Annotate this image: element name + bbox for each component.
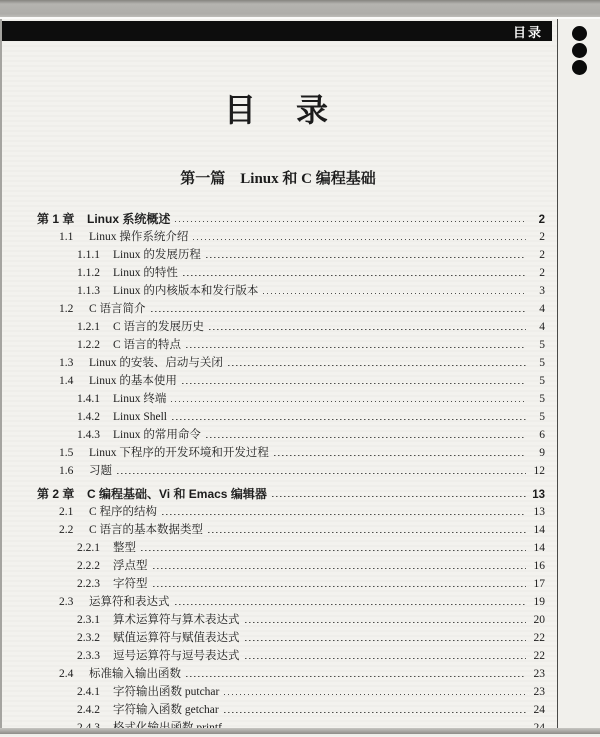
- toc-entry-page: 12: [533, 465, 545, 477]
- dot-leader: [193, 239, 526, 241]
- dot-leader: [209, 329, 526, 331]
- toc-entry-number: 2.1: [59, 506, 74, 518]
- toc-entry-number: 2.3: [59, 596, 74, 608]
- toc-entry: [0, 593, 556, 611]
- toc-entry-label: 浮点型: [113, 560, 148, 572]
- toc-entry-page: 19: [533, 596, 545, 608]
- toc-entry-label: Linux 的安装、启动与关闭: [89, 357, 223, 369]
- dot-leader: [153, 568, 527, 570]
- binding-tab-dots: [558, 19, 600, 75]
- dot-leader: [175, 221, 526, 223]
- toc-entry-page: 4: [539, 303, 545, 315]
- toc-entry-number: 1.6: [59, 465, 74, 477]
- toc-entry-label: 逗号运算符与逗号表达式: [113, 650, 240, 662]
- toc-entry-page: 4: [539, 321, 545, 333]
- toc-entry: [0, 521, 556, 539]
- toc-entry: [0, 503, 556, 521]
- toc-entry-label: C 程序的结构: [89, 506, 158, 518]
- toc-entry-number: 1.2.2: [77, 339, 100, 351]
- dot-leader: [183, 275, 526, 277]
- toc-entry-label: 字符型: [113, 578, 148, 590]
- dot-leader: [272, 496, 526, 498]
- toc-entry-page: 13: [532, 489, 545, 501]
- toc-entry-label: 习题: [89, 465, 112, 477]
- dot-leader: [186, 347, 526, 349]
- toc-entry-number: 1.1: [59, 231, 74, 243]
- toc-entry: [0, 354, 556, 372]
- toc-entry-number: 1.4.2: [77, 411, 100, 423]
- toc-entry-page: 14: [533, 524, 545, 536]
- toc-entry-number: 1.2.1: [77, 321, 100, 333]
- dot-leader: [175, 604, 527, 606]
- toc-entry: [0, 246, 556, 264]
- toc-entry: [0, 228, 556, 246]
- dot-leader: [224, 712, 526, 714]
- dot-leader: [245, 622, 527, 624]
- toc-entry: [0, 444, 556, 462]
- toc-entry-label: Linux 系统概述: [87, 212, 171, 226]
- toc-entry-label: Linux 的常用命令: [113, 429, 201, 441]
- toc-entry: [0, 701, 556, 719]
- toc-entry-label: Linux 的发展历程: [113, 249, 201, 261]
- toc-entry-page: 22: [533, 632, 545, 644]
- toc-entry-number: 2.3.3: [77, 650, 100, 662]
- toc-entry-label: 算术运算符与算术表达式: [113, 614, 240, 626]
- toc-entry: [0, 539, 556, 557]
- dot-leader: [151, 311, 526, 313]
- toc-entry: [0, 426, 556, 444]
- toc-entry-number: 1.5: [59, 447, 74, 459]
- tab-dot-icon: [572, 26, 587, 41]
- dot-leader: [153, 586, 527, 588]
- toc-entry-number: 2.4.1: [77, 686, 100, 698]
- dot-leader: [162, 514, 526, 516]
- toc-entry-number: 2.4: [59, 668, 74, 680]
- toc-entry-page: 17: [533, 578, 545, 590]
- toc-entry: [0, 300, 556, 318]
- toc-entry-page: 22: [533, 650, 545, 662]
- toc-entry-label: C 编程基础、Vi 和 Emacs 编辑器: [87, 487, 267, 501]
- toc-entry-page: 14: [533, 542, 545, 554]
- toc-entry-number: 1.1.3: [77, 285, 100, 297]
- dot-leader: [263, 293, 526, 295]
- toc-entry: [0, 665, 556, 683]
- toc-entry: [0, 462, 556, 480]
- toc-entry-page: 9: [539, 447, 545, 459]
- toc-entry: [0, 282, 556, 300]
- toc-entry-number: 2.3.1: [77, 614, 100, 626]
- page-title: 目 录: [223, 92, 332, 128]
- toc-entry-label: Linux 操作系统介绍: [89, 231, 189, 243]
- scanner-edge-top: [0, 0, 600, 19]
- toc-entry-label: 字符输出函数 putchar: [113, 686, 220, 698]
- toc-entry-page: 23: [533, 686, 545, 698]
- dot-leader: [117, 473, 526, 475]
- toc-entry-number: 第 2 章: [37, 487, 75, 501]
- toc-entry-page: 2: [538, 214, 545, 226]
- dot-leader: [206, 437, 526, 439]
- running-header-label: 目录: [512, 24, 543, 40]
- toc-entry-page: 6: [539, 429, 545, 441]
- toc-entry: [0, 629, 556, 647]
- toc-entry-label: 标准输入输出函数: [89, 668, 181, 680]
- toc-entry-number: 1.4: [59, 375, 74, 387]
- toc-entry-label: 整型: [113, 542, 136, 554]
- toc-entry-page: 5: [539, 375, 545, 387]
- toc-entry-number: 2.2: [59, 524, 74, 536]
- toc-entry-label: Linux 的内核版本和发行版本: [113, 285, 259, 297]
- toc-entry-page: 16: [533, 560, 545, 572]
- toc-entry-label: 赋值运算符与赋值表达式: [113, 632, 240, 644]
- toc-entry-page: 2: [539, 231, 545, 243]
- toc-entry-label: Linux 终端: [113, 393, 167, 405]
- toc-entry-page: 5: [539, 357, 545, 369]
- toc-entry-label: C 语言的发展历史: [113, 321, 205, 333]
- toc-entry: [0, 318, 556, 336]
- dot-leader: [274, 455, 526, 457]
- toc-entry-number: 1.3: [59, 357, 74, 369]
- page-right-margin: [557, 19, 600, 728]
- toc-list: [0, 205, 556, 737]
- toc-entry-page: 5: [539, 411, 545, 423]
- toc-entry-label: Linux 的基本使用: [89, 375, 177, 387]
- dot-leader: [228, 365, 526, 367]
- dot-leader: [206, 257, 526, 259]
- dot-leader: [245, 640, 527, 642]
- part-heading: 第一篇 Linux 和 C 编程基础: [180, 171, 376, 187]
- tab-dot-icon: [572, 43, 587, 58]
- toc-entry-page: 2: [539, 249, 545, 261]
- toc-entry-label: C 语言的基本数据类型: [89, 524, 204, 536]
- running-header-bar: [0, 21, 552, 41]
- toc-entry-page: 5: [539, 393, 545, 405]
- dot-leader: [141, 550, 526, 552]
- toc-entry-number: 1.4.1: [77, 393, 100, 405]
- toc-entry-page: 13: [533, 506, 545, 518]
- toc-entry-page: 3: [539, 285, 545, 297]
- toc-entry-label: Linux 下程序的开发环境和开发过程: [89, 447, 269, 459]
- toc-entry-number: 1.4.3: [77, 429, 100, 441]
- toc-entry: [0, 575, 556, 593]
- toc-entry-label: 运算符和表达式: [89, 596, 170, 608]
- toc-entry: [0, 557, 556, 575]
- toc-entry-label: C 语言的特点: [113, 339, 182, 351]
- toc-entry: [0, 611, 556, 629]
- toc-entry: [0, 390, 556, 408]
- scanner-edge-bottom: [0, 728, 600, 734]
- tab-dot-icon: [572, 60, 587, 75]
- toc-entry-page: 23: [533, 668, 545, 680]
- toc-entry-number: 1.2: [59, 303, 74, 315]
- toc-entry-number: 第 1 章: [37, 212, 75, 226]
- toc-entry-page: 20: [533, 614, 545, 626]
- toc-entry: [0, 647, 556, 665]
- toc-entry-number: 2.4.2: [77, 704, 100, 716]
- toc-entry-number: 2.2.1: [77, 542, 100, 554]
- toc-entry-label: Linux Shell: [113, 411, 167, 423]
- toc-entry: [0, 485, 556, 503]
- toc-entry-number: 1.1.1: [77, 249, 100, 261]
- toc-entry-page: 2: [539, 267, 545, 279]
- toc-entry-page: 5: [539, 339, 545, 351]
- toc-entry-label: C 语言简介: [89, 303, 146, 315]
- toc-entry-number: 2.3.2: [77, 632, 100, 644]
- toc-entry: [0, 408, 556, 426]
- toc-entry-number: 2.2.3: [77, 578, 100, 590]
- toc-entry-label: 字符输入函数 getchar: [113, 704, 219, 716]
- dot-leader: [182, 383, 526, 385]
- dot-leader: [208, 532, 526, 534]
- dot-leader: [171, 401, 526, 403]
- toc-entry: [0, 336, 556, 354]
- dot-leader: [224, 694, 526, 696]
- dot-leader: [172, 419, 526, 421]
- toc-entry-number: 2.2.2: [77, 560, 100, 572]
- dot-leader: [245, 658, 527, 660]
- toc-entry: [0, 372, 556, 390]
- toc-entry-page: 24: [533, 704, 545, 716]
- toc-entry-label: Linux 的特性: [113, 267, 178, 279]
- toc-entry: [0, 210, 556, 228]
- dot-leader: [186, 676, 526, 678]
- toc-entry: [0, 264, 556, 282]
- toc-entry: [0, 683, 556, 701]
- toc-entry-number: 1.1.2: [77, 267, 100, 279]
